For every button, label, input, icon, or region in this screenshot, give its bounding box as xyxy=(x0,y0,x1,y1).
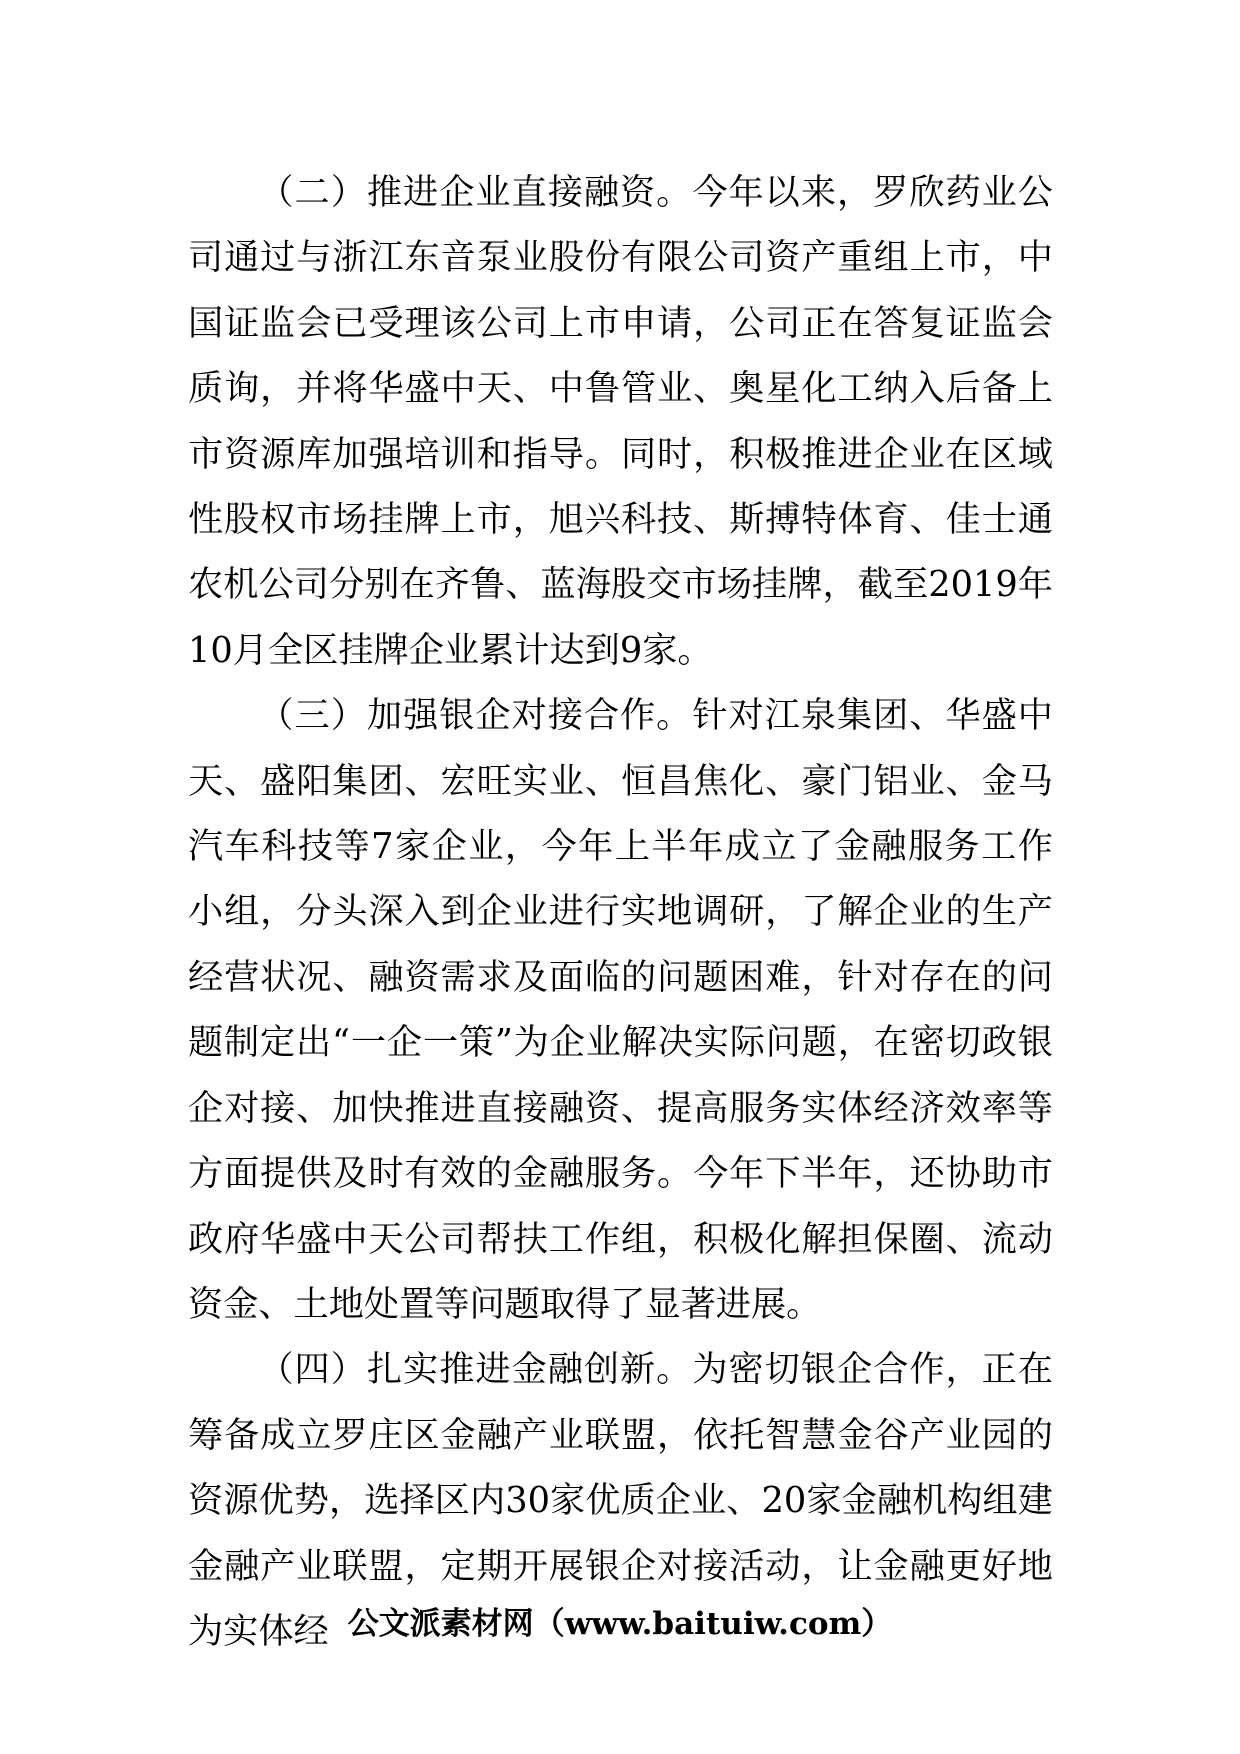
paragraph-bank-enterprise-cooperation: （三）加强银企对接合作。针对江泉集团、华盛中天、盛阳集团、宏旺实业、恒昌焦化、豪门铝业、金马汽车科技等7家企业，今年上半年成立了金融服务工作小组，分头深入到企业进行实地调研，了解企业的生产经营状况、融资需求及面临的问题困难，针对存在的问题制定出“一企一策”为企业解决实际问题，在密切政银企对接、加快推进直接融资、提高服务实体经济效率等方面提供及时有效的金融服务。今年下半年，还协助市政府华盛中天公司帮扶工作组，积极化解担保圈、流动资金、土地处置等问题取得了显著进展。 xyxy=(188,695,1053,1325)
paragraph-direct-financing: （二）推进企业直接融资。今年以来，罗欣药业公司通过与浙江东音泵业股份有限公司资产重组上市，中国证监会已受理该公司上市申请，公司正在答复证监会质询，并将华盛中天、中鲁管业、奥星化工纳入后备上市资源库加强培训和指导。同时，积极推进企业在区域性股权市场挂牌上市，旭兴科技、斯搏特体育、佳士通农机公司分别在齐鲁、蓝海股交市场挂牌，截至2019年10月全区挂牌企业累计达到9家。 xyxy=(188,172,1053,671)
document-body xyxy=(188,160,1053,1664)
paragraph-financial-innovation: （四）扎实推进金融创新。为密切银企合作，正在筹备成立罗庄区金融产业联盟，依托智慧金谷产业园的资源优势，选择区内30家优质企业、20家金融机构组建金融产业联盟，定期开展银企对接活动，让金融更好地为实体经 xyxy=(188,1349,1053,1652)
page-footer-watermark: 公文派素材网（www.baituiw.com） xyxy=(347,1606,893,1642)
